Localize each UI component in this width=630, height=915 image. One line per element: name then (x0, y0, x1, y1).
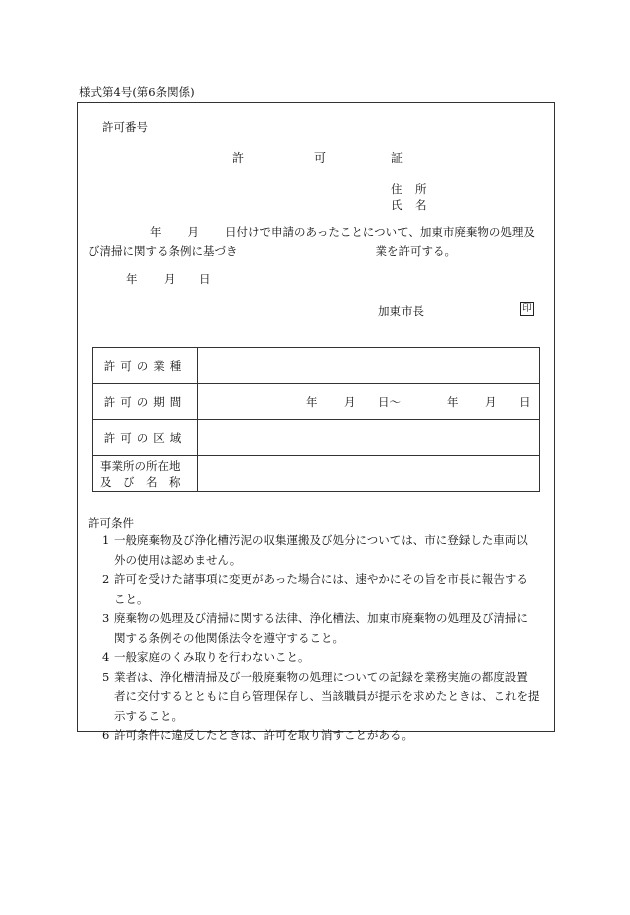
conditions-list (88, 531, 546, 746)
permit-certificate-frame (77, 102, 555, 742)
body-month: 月 (187, 225, 199, 239)
list-item: 2 許可を受けた諸事項に変更があった場合には、速やかにその旨を市長に報告する こと。 (102, 572, 528, 606)
period-label: 許可の期間 (93, 384, 198, 420)
location-value (198, 456, 540, 492)
name-label-2: 名 (415, 198, 427, 212)
period-end-day: 日 (519, 395, 531, 409)
conditions-title: 許可条件 (88, 516, 134, 530)
form-number-label: 様式第4号(第6条関係) (79, 85, 195, 99)
date-month: 月 (164, 272, 176, 286)
title-char-3: 証 (391, 151, 404, 165)
location-label (93, 456, 198, 492)
body-line2-start: び清掃に関する条例に基づき (88, 244, 238, 258)
address-label-2: 所 (415, 182, 427, 196)
list-item: 3 廃棄物の処理及び清掃に関する法律、浄化槽法、加東市廃棄物の処理及び清掃に 関する条例その他関係法令を遵守すること。 (102, 611, 528, 645)
date-year: 年 (126, 272, 138, 286)
list-item: 5 業者は、浄化槽清掃及び一般廃棄物の処理についての記録を業務実施の都度設置 者に交付するとともに自ら管理保存し、当該職員が提示を求めたときは、これを提 示すること。 (102, 669, 540, 723)
period-start-month: 月 (344, 395, 356, 409)
period-value (198, 384, 540, 420)
body-line1-rest: 日付けで申請のあったことについて、加東市廃棄物の処理及 (225, 225, 535, 239)
business-type-value (198, 348, 540, 384)
address-label-1: 住 (391, 182, 403, 196)
body-line2-end: 業を許可する。 (375, 244, 456, 258)
list-item: 4 一般家庭のくみ取りを行わないこと。 (102, 650, 310, 664)
permit-number-label: 許可番号 (102, 120, 148, 134)
period-start-day: 日〜 (378, 395, 401, 409)
table-row (93, 456, 540, 492)
area-label: 許可の区域 (93, 420, 198, 456)
mayor-title: 加東市長 (378, 304, 424, 318)
location-label-line2: 及 び 名 称 (100, 474, 181, 489)
body-year: 年 (150, 225, 162, 239)
title-char-2: 可 (314, 151, 327, 165)
table-row (93, 384, 540, 420)
permit-body-text (88, 223, 546, 261)
name-label-1: 氏 (391, 198, 403, 212)
period-end-year: 年 (447, 395, 459, 409)
list-item: 6 許可条件に違反したときは、許可を取り消すことがある。 (102, 728, 413, 742)
period-end-month: 月 (485, 395, 497, 409)
title-char-1: 許 (232, 151, 245, 165)
table-row (93, 420, 540, 456)
date-day: 日 (199, 272, 211, 286)
location-label-line1: 事業所の所在地 (100, 458, 181, 473)
seal-mark: 印 (520, 302, 534, 316)
period-start-year: 年 (306, 395, 318, 409)
table-row (93, 348, 540, 384)
permit-info-table (92, 347, 540, 492)
business-type-label: 許可の業種 (93, 348, 198, 384)
area-value (198, 420, 540, 456)
list-item: 1 一般廃棄物及び浄化槽汚泥の収集運搬及び処分については、市に登録した車両以 外の使用は認めません。 (102, 533, 528, 567)
